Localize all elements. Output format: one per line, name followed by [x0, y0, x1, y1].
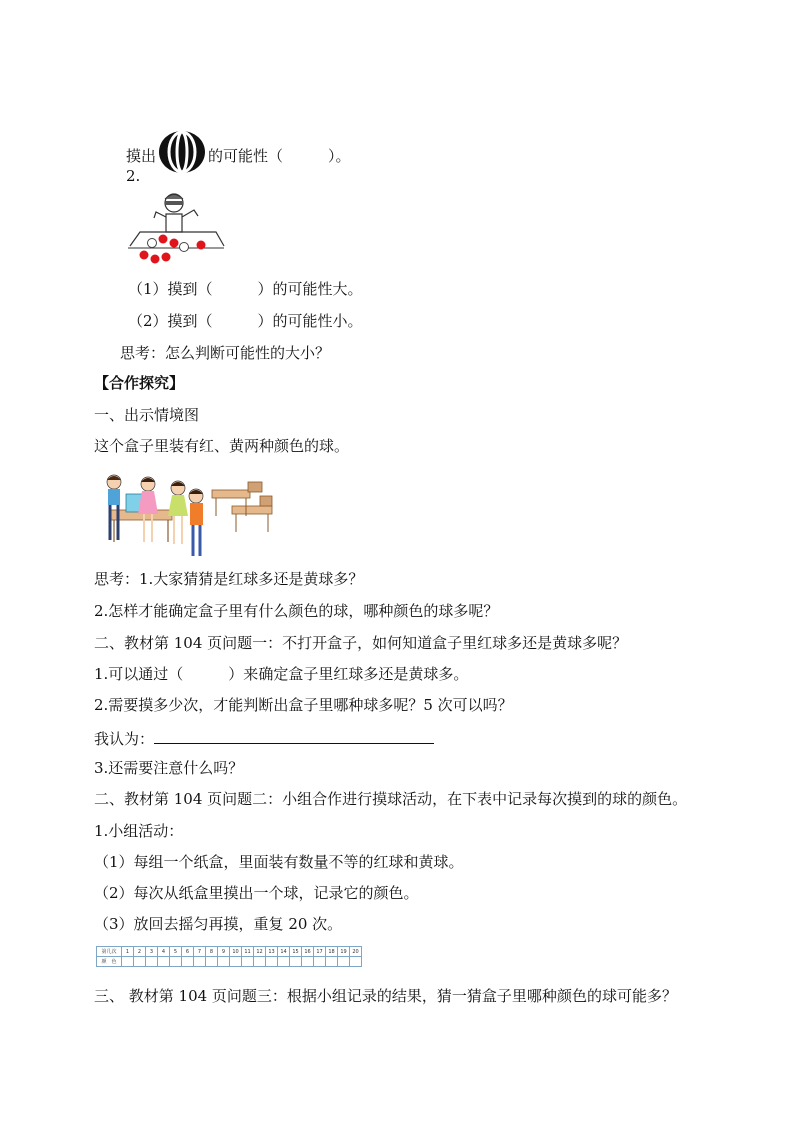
part3-step-2: （2）每次从纸盒里摸出一个球，记录它的颜色。	[94, 884, 419, 902]
part3-heading: 二、教材第 104 页问题二：小组合作进行摸球活动，在下表中记录每次摸到的球的颜色。	[94, 790, 688, 808]
color-cell[interactable]	[350, 957, 362, 967]
table-cell: 17	[314, 947, 326, 957]
part1-think-1: 思考：1.大家猜猜是红球多还是黄球多？	[94, 570, 364, 588]
table-cell: 18	[326, 947, 338, 957]
table-cell: 11	[242, 947, 254, 957]
table-cell: 19	[338, 947, 350, 957]
color-cell[interactable]	[326, 957, 338, 967]
color-cell[interactable]	[122, 957, 134, 967]
part3-activity: 1.小组活动：	[94, 822, 184, 840]
q2-think: 思考：怎么判断可能性的大小？	[120, 344, 331, 362]
q2-number: 2.	[126, 167, 141, 185]
q1-answer-line	[126, 130, 351, 165]
color-cell[interactable]	[230, 957, 242, 967]
color-cell[interactable]	[146, 957, 158, 967]
part1-heading: 一、出示情境图	[94, 406, 200, 424]
answer-label: 我认为：	[94, 730, 155, 748]
table-cell: 12	[254, 947, 266, 957]
part2-question-1: 1.可以通过（ ）来确定盒子里红球多还是黄球多。	[94, 665, 469, 683]
color-cell[interactable]	[278, 957, 290, 967]
section-title: 【合作探究】	[94, 374, 185, 392]
q1-prefix: 摸出	[126, 147, 157, 165]
record-row-index	[97, 947, 362, 957]
color-cell[interactable]	[206, 957, 218, 967]
part3-step-3: （3）放回去摇匀再摸，重复 20 次。	[94, 915, 343, 933]
table-cell: 6	[182, 947, 194, 957]
part2-question-2: 2.需要摸多少次，才能判断出盒子里哪种球多呢？5 次可以吗？	[94, 696, 513, 714]
color-cell[interactable]	[194, 957, 206, 967]
color-cell[interactable]	[158, 957, 170, 967]
row-head-color: 颜 色	[97, 957, 122, 967]
table-cell: 3	[146, 947, 158, 957]
color-cell[interactable]	[290, 957, 302, 967]
color-cell[interactable]	[218, 957, 230, 967]
part3-step-1: （1）每组一个纸盒，里面装有数量不等的红球和黄球。	[94, 853, 464, 871]
q1-suffix: 的可能性（ ）。	[208, 147, 351, 165]
row-head-index: 第几次	[97, 947, 122, 957]
part2-answer-line	[94, 726, 434, 749]
table-cell: 14	[278, 947, 290, 957]
table-cell: 2	[134, 947, 146, 957]
blindfolded-child-drawing-balls-icon	[126, 190, 226, 270]
table-cell: 13	[266, 947, 278, 957]
color-cell[interactable]	[134, 957, 146, 967]
color-cell[interactable]	[254, 957, 266, 967]
table-cell: 9	[218, 947, 230, 957]
part1-text: 这个盒子里装有红、黄两种颜色的球。	[94, 437, 350, 455]
table-cell: 7	[194, 947, 206, 957]
color-cell[interactable]	[182, 957, 194, 967]
color-cell[interactable]	[170, 957, 182, 967]
table-cell: 1	[122, 947, 134, 957]
color-cell[interactable]	[302, 957, 314, 967]
table-cell: 8	[206, 947, 218, 957]
table-cell: 20	[350, 947, 362, 957]
record-row-color	[97, 957, 362, 967]
table-cell: 10	[230, 947, 242, 957]
part2-question-3: 3.还需要注意什么吗？	[94, 759, 244, 777]
q2-item-2: （2）摸到（ ）的可能性小。	[128, 312, 363, 330]
table-cell: 15	[290, 947, 302, 957]
part4-heading: 三、 教材第 104 页问题三：根据小组记录的结果，猜一猜盒子里哪种颜色的球可能多？	[94, 987, 677, 1005]
answer-blank[interactable]	[154, 726, 434, 744]
table-cell: 16	[302, 947, 314, 957]
color-cell[interactable]	[266, 957, 278, 967]
table-cell: 4	[158, 947, 170, 957]
color-cell[interactable]	[314, 957, 326, 967]
color-cell[interactable]	[242, 957, 254, 967]
q2-item-1: （1）摸到（ ）的可能性大。	[128, 280, 363, 298]
color-cell[interactable]	[338, 957, 350, 967]
children-around-box-classroom-icon	[100, 470, 280, 562]
striped-ball-icon	[158, 130, 206, 184]
part1-think-2: 2.怎样才能确定盒子里有什么颜色的球，哪种颜色的球多呢？	[94, 602, 499, 620]
part2-heading: 二、教材第 104 页问题一：不打开盒子，如何知道盒子里红球多还是黄球多呢？	[94, 634, 628, 652]
table-cell: 5	[170, 947, 182, 957]
record-table	[96, 946, 362, 967]
